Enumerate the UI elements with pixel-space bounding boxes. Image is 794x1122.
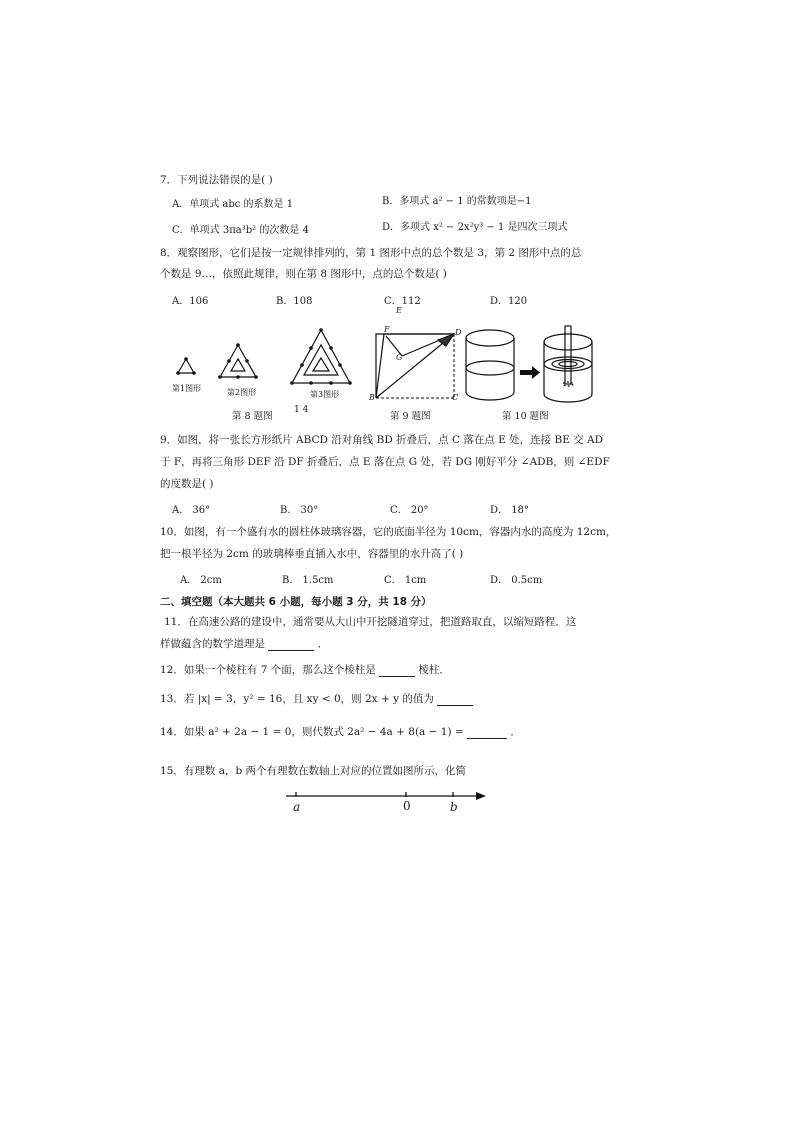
q14-stem — [160, 724, 521, 739]
figure-10-cylinders — [462, 322, 602, 407]
fig1-label: 第1图形 — [172, 384, 202, 393]
q7-option-a: A．单项式 abc 的系数是 1 — [172, 199, 294, 210]
q11-stem-line1: 11．在高速公路的建设中，通常要从大山中开挖隧道穿过，把道路取直，以缩短路程．这 — [164, 616, 577, 628]
q8-option-d: D．120 — [490, 296, 528, 307]
fig9-point-d: D — [455, 328, 462, 337]
section-2-title: 二、填空题（本大题共 6 小题，每小题 3 分，共 18 分） — [160, 596, 432, 608]
q10-stem-line2: 把一根半径为 2cm 的玻璃棒垂直插入水中，容器里的水升高了( ) — [160, 548, 464, 560]
q10-option-d: D． 0.5cm — [490, 575, 543, 586]
triangle-figure-1 — [178, 359, 194, 373]
q11-text: 样做蕴含的数学道理是 — [160, 638, 265, 650]
stray-mark: 1 4 — [294, 405, 309, 415]
q9-stem-line1: 9．如图，将一张长方形纸片 ABCD 沿对角线 BD 折叠后，点 C 落在点 E 处，连接 BE 交 AD — [160, 434, 604, 446]
q9-stem-line2: 于 F，再将三角形 DEF 沿 DF 折叠后，点 E 落在点 G 处，若 DG 刚好平分 ∠ADB，则 ∠EDF — [160, 456, 610, 468]
q14-text: 14．如果 a² + 2a − 1 = 0，则代数式 2a² − 4a + 8(a − 1) = — [160, 726, 464, 738]
triangle-figure-2 — [220, 345, 256, 377]
q12-suffix: 棱柱． — [418, 664, 450, 676]
q7-option-d: D．多项式 x² − 2x²y³ − 1 是四次三项式 — [382, 222, 568, 233]
q9-option-c: C． 20° — [390, 505, 429, 516]
arrow-icon — [520, 366, 540, 379]
q10-option-a: A． 2cm — [180, 575, 222, 586]
numberline-label-a: a — [293, 800, 301, 814]
q13-answer-blank[interactable] — [437, 693, 473, 706]
q14-period: ． — [510, 726, 521, 738]
q9-option-b: B． 30° — [280, 505, 319, 516]
numberline-label-zero: 0 — [403, 799, 411, 813]
q8-option-b: B．108 — [276, 296, 313, 307]
q9-option-d: D． 18° — [490, 505, 529, 516]
q10-option-c: C． 1cm — [384, 575, 427, 586]
q8-stem-line1: 8．观察图形，它们是按一定规律排列的，第 1 图形中点的总个数是 3，第 2 图形中点的总 — [160, 247, 582, 259]
fig10-caption: 第 10 题图 — [502, 411, 549, 422]
fig9-point-b: B — [369, 393, 375, 402]
figure-9-folded-rectangle — [366, 312, 466, 404]
number-line — [284, 788, 489, 818]
q15-stem: 15．有理数 a，b 两个有理数在数轴上对应的位置如图所示，化简 — [160, 765, 467, 777]
q12-stem — [160, 662, 450, 677]
q8-option-a: A．106 — [172, 296, 209, 307]
q14-answer-blank[interactable] — [467, 726, 507, 739]
q8-option-c: C．112 — [384, 296, 421, 307]
q7-option-b: B．多项式 a² − 1 的常数项是−1 — [382, 196, 532, 207]
triangle-figure-3 — [292, 330, 350, 383]
q12-answer-blank[interactable] — [379, 664, 415, 677]
fig9-point-f: F — [384, 325, 390, 334]
fig8-caption: 第 8 题图 — [232, 411, 273, 422]
fig9-caption: 第 9 题图 — [390, 411, 431, 422]
q7-stem: 7．下列说法错误的是( ) — [160, 174, 273, 186]
arrow-right-icon — [476, 792, 486, 800]
q11-answer-blank[interactable] — [268, 638, 314, 651]
q13-stem — [160, 691, 473, 706]
q9-stem-line3: 的度数是( ) — [160, 478, 214, 490]
q9-option-a: A． 36° — [172, 505, 211, 516]
fig2-label: 第2图形 — [227, 388, 257, 397]
fig9-point-c: C — [452, 393, 459, 402]
numberline-label-b: b — [450, 800, 458, 814]
fig3-label: 第3图形 — [310, 390, 340, 399]
q7-option-c: C．单项式 3πa³b² 的次数是 4 — [172, 225, 309, 236]
q12-text: 12．如果一个棱柱有 7 个面，那么这个棱柱是 — [160, 664, 376, 676]
q10-option-b: B． 1.5cm — [282, 575, 334, 586]
q8-stem-line2: 个数是 9…，依照此规律，则在第 8 图形中，点的总个数是( ) — [160, 268, 447, 280]
q13-text: 13．若 |x| = 3，y² = 16，且 xy < 0，则 2x + y 的值为 — [160, 693, 434, 705]
fig9-point-e: E — [396, 306, 402, 315]
cylinder-before — [466, 330, 514, 400]
fig9-point-g: G — [396, 353, 403, 362]
cylinder-after — [544, 326, 592, 402]
q11-period: ． — [317, 638, 329, 650]
q10-stem-line1: 10．如图，有一个盛有水的圆柱体玻璃容器，它的底面半径为 10cm，容器内水的高度为 12cm， — [160, 526, 617, 538]
q11-stem-line2 — [160, 636, 328, 651]
